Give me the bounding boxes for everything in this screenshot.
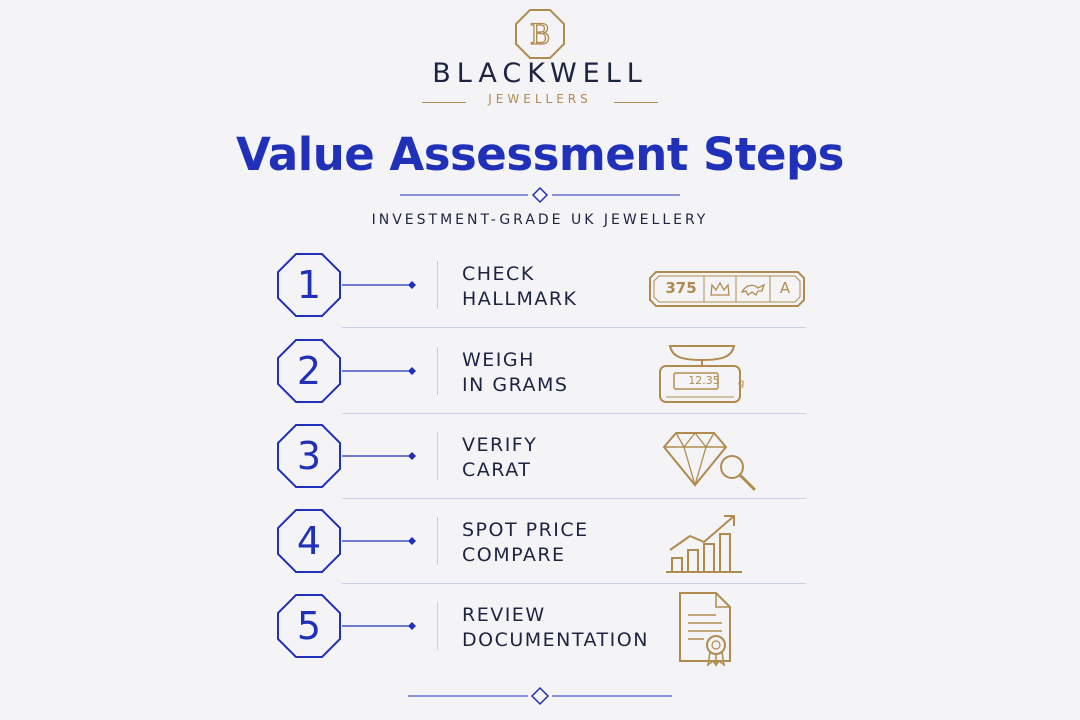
hallmark-date-letter: A [779, 279, 791, 297]
step-number: 1 [296, 263, 322, 307]
step-label [462, 348, 642, 398]
diamond-magnifier-icon [662, 429, 758, 493]
step-divider [437, 602, 438, 650]
step-1 [0, 242, 1080, 328]
brand-monogram-logo [514, 8, 566, 60]
step-label [462, 262, 642, 312]
step-connector [342, 536, 418, 546]
rising-chart-icon [664, 512, 744, 576]
certificate-document-icon [676, 591, 736, 667]
step-label-line1: CHECK [462, 263, 535, 285]
step-label-line2: CARAT [462, 459, 532, 481]
page-title: Value Assessment Steps [236, 128, 844, 181]
step-label [462, 518, 642, 568]
step-3 [0, 413, 1080, 499]
step-label-line1: VERIFY [462, 434, 538, 456]
step-label-line1: REVIEW [462, 604, 546, 626]
step-divider [437, 432, 438, 480]
step-divider [437, 261, 438, 309]
brand-subtitle: JEWELLERS [488, 92, 592, 106]
hallmark-fineness: 375 [665, 279, 697, 297]
scale-unit: g [738, 378, 745, 389]
step-label-line2: IN GRAMS [462, 374, 569, 396]
brand-name: BLACKWELL [432, 58, 648, 89]
scale-reading: 12.35 [688, 374, 720, 387]
step-label [462, 433, 642, 483]
title-divider [400, 186, 680, 204]
step-connector [342, 366, 418, 376]
page-subtitle: INVESTMENT-GRADE UK JEWELLERY [371, 212, 709, 228]
step-label-line2: HALLMARK [462, 288, 578, 310]
brand-sub-row [422, 92, 658, 112]
step-connector [342, 280, 418, 290]
step-divider [437, 347, 438, 395]
step-number: 5 [296, 604, 322, 648]
step-connector [342, 621, 418, 631]
step-2 [0, 328, 1080, 414]
brand-rule-right [614, 102, 658, 103]
step-label [462, 603, 649, 653]
step-label-line1: SPOT PRICE [462, 519, 589, 541]
step-4 [0, 498, 1080, 584]
step-number: 3 [296, 434, 322, 478]
step-label-line2: DOCUMENTATION [462, 629, 649, 651]
step-number: 4 [296, 519, 322, 563]
step-connector [342, 451, 418, 461]
step-5 [0, 583, 1080, 669]
bottom-divider [408, 686, 672, 706]
step-label-line2: COMPARE [462, 544, 566, 566]
step-label-line1: WEIGH [462, 349, 535, 371]
step-divider [437, 517, 438, 565]
svg-text:B: B [529, 18, 551, 51]
step-number: 2 [296, 349, 322, 393]
